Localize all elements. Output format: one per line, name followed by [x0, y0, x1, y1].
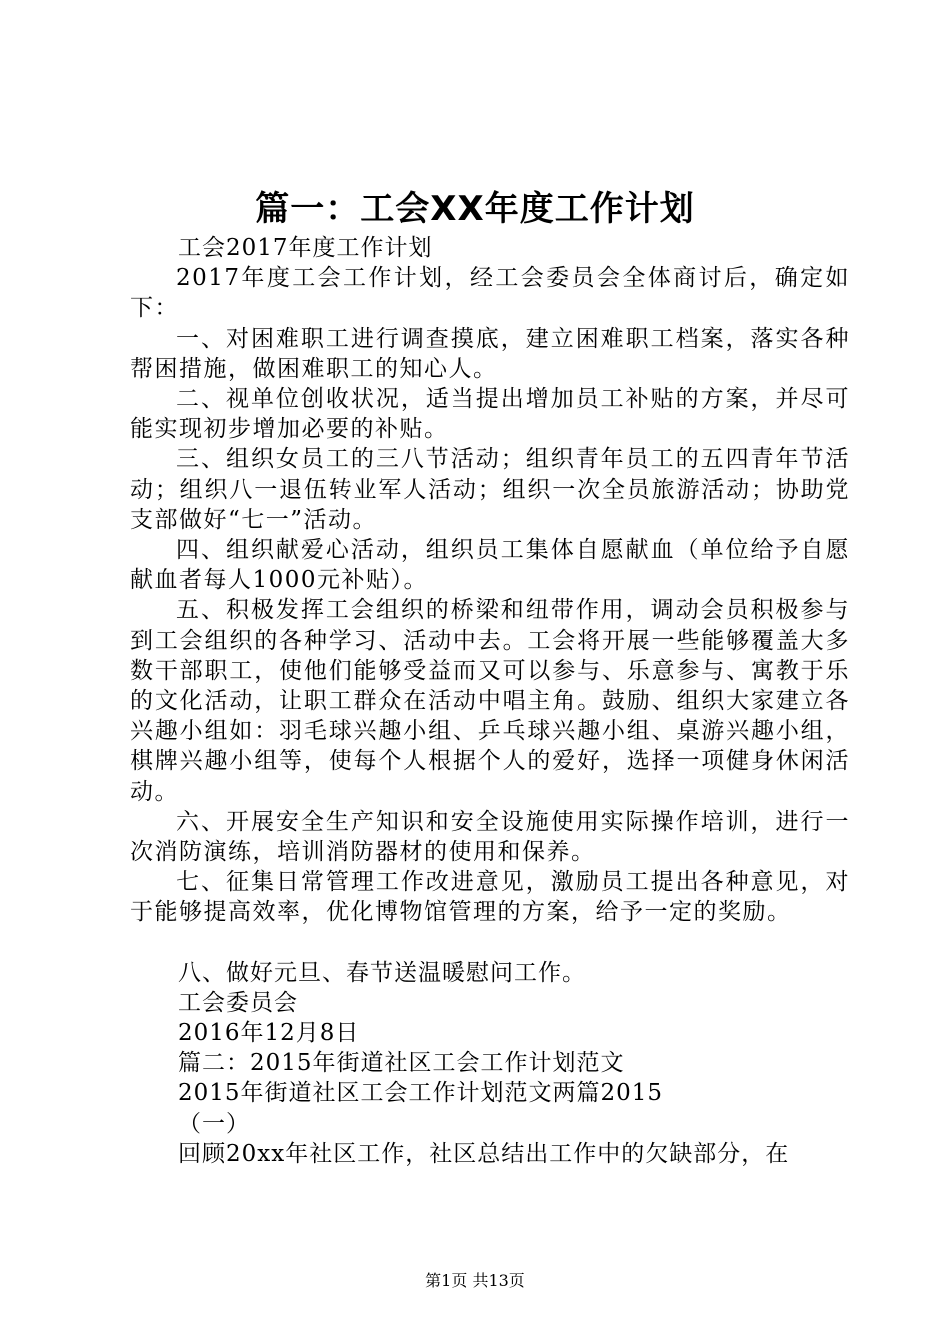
paragraph-item-6: 六、开展安全生产知识和安全设施使用实际操作培训，进行一次消防演练，培训消防器材的使用和保养。 — [130, 808, 850, 866]
page-number-footer: 第1页 共13页 — [425, 1271, 525, 1290]
document-body — [130, 233, 850, 1169]
paragraph-spacer — [130, 928, 850, 958]
paragraph-item-7: 七、征集日常管理工作改进意见，激励员工提出各种意见，对于能够提高效率，优化博物馆管理的方案，给予一定的奖励。 — [130, 869, 850, 926]
paragraph-item-5: 五、积极发挥工会组织的桥梁和纽带作用，调动会员积极参与到工会组织的各种学习、活动中去。工会将开展一些能够覆盖大多数干部职工，使他们能够受益而又可以参与、乐意参与、寓教于乐的文化活动，让职工群众在活动中唱主角。鼓励、组织大家建立各兴趣小组如：羽毛球兴趣小组、乒乓球兴趣小组、桌游兴趣小组，棋牌兴趣小组等，使每个人根据个人的爱好，选择一项健身休闲活动。 — [130, 597, 850, 805]
signature-date: 2016年12月8日 — [178, 1020, 360, 1047]
section-first-line: 回顾20xx年社区工作，社区总结出工作中的欠缺部分，在 — [178, 1140, 790, 1167]
paragraph-intro: 2017年度工会工作计划，经工会委员会全体商讨后，确定如下： — [130, 265, 850, 322]
section-marker: （一） — [178, 1110, 250, 1137]
signature-organization: 工会委员会 — [178, 989, 298, 1016]
document-subtitle: 工会2017年度工作计划 — [178, 235, 433, 261]
paragraph-item-4: 四、组织献爱心活动，组织员工集体自愿献血（单位给予自愿献血者每人1000元补贴）。 — [130, 537, 850, 594]
section-subtitle-2: 2015年街道社区工会工作计划范文两篇2015 — [178, 1080, 664, 1107]
paragraph-item-1: 一、对困难职工进行调查摸底，建立困难职工档案，落实各种帮困措施，做困难职工的知心人。 — [130, 325, 850, 382]
paragraph-item-2: 二、视单位创收状况，适当提出增加员工补贴的方案，并尽可能实现初步增加必要的补贴。 — [130, 386, 850, 443]
document-title: 篇一：工会XX年度工作计划 — [255, 189, 695, 229]
paragraph-item-3: 三、组织女员工的三八节活动；组织青年员工的五四青年节活动；组织八一退伍转业军人活动；组织一次全员旅游活动；协助党支部做好“七一”活动。 — [130, 446, 850, 533]
section-heading-2: 篇二：2015年街道社区工会工作计划范文 — [178, 1050, 625, 1077]
line-item-8: 八、做好元旦、春节送温暖慰问工作。 — [178, 959, 586, 986]
